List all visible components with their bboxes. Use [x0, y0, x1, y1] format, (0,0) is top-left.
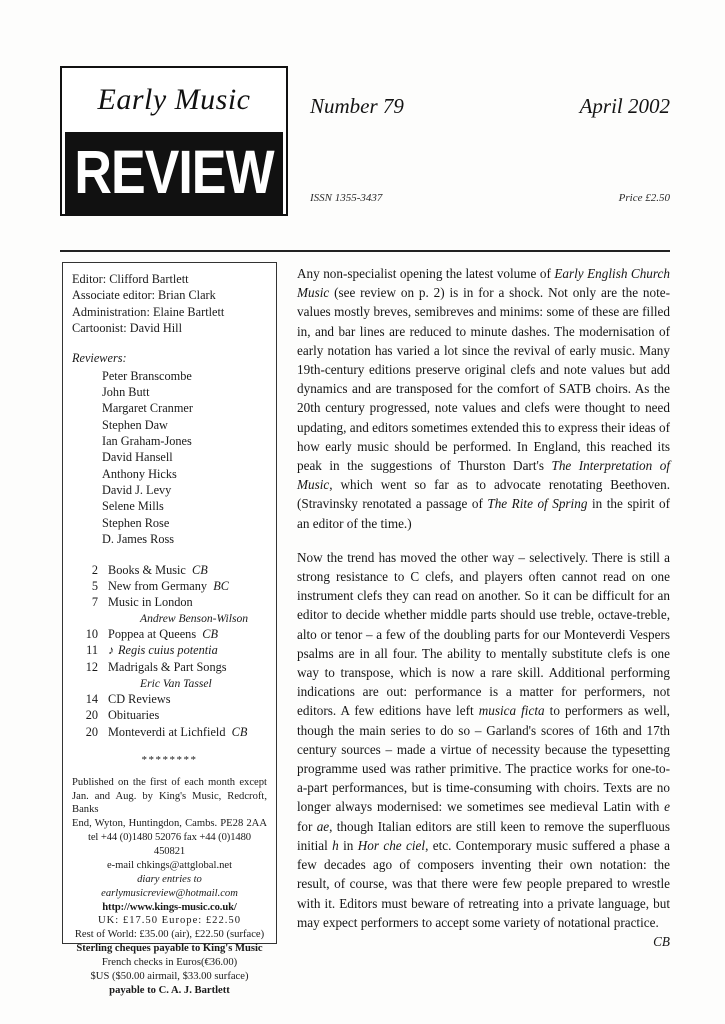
contents-title: Poppea at Queens CB: [108, 626, 218, 641]
para2-italic-letter-e: e: [664, 799, 670, 815]
para2-text-e: in: [338, 837, 358, 853]
telephone-fax: tel +44 (0)1480 52076 fax +44 (0)1480 450821: [87, 832, 251, 858]
contents-page-number: 2: [91, 562, 98, 577]
para2-text-f: , etc. Contemporary music suffered a phase a few decades ago of composers inventing their own notation: the result, of course, was that there were few people prepared to wrestle with it. Editors must beware of retreating into a private language, but may expect performers to accept some variety of notational practice.: [297, 837, 670, 930]
para1-text-c: , which went so far as to advocate renotating Beethoven. (Stravinsky renotated a passage of: [297, 477, 670, 512]
contents-author: Andrew Benson-Wilson: [140, 611, 249, 625]
reviewer-item: David Hansell: [102, 450, 173, 465]
logo-title-text: Early Music: [97, 83, 251, 116]
rate-uk-europe: UK: £17.50 Europe: £22.50: [98, 915, 241, 927]
para1-text-b: (see review on p. 2) is in for a shock. Not only are the note-values mostly breves, semibreves and minims: some of these are filled in, and bar lines are reduced to minute dashes. The modernisation of early notation has varied a lot since the revival of early music. Many 19th-century editions preserve original clefs and note values but add dynamics and are transposed for the comfort of SATB choirs. As the 20th century progressed, note values and clefs were thought to need updating, and editors sometimes extended this to express their ideas of how early music should be performed. In England, this reached its peak in the suggestions of Thurston Dart's: [297, 285, 670, 474]
masthead: [60, 66, 670, 221]
para2-italic-term-1: musica ficta: [478, 703, 545, 719]
editorial-article: [297, 264, 670, 951]
para1-italic-title-2: The Interpretation of Music: [297, 458, 670, 493]
contents-page-number: 7: [91, 595, 98, 610]
contents-title: Monteverdi at Lichfield CB: [108, 724, 248, 739]
para2-italic-letter-h: h: [332, 837, 339, 853]
contents-entry[interactable]: [72, 578, 267, 594]
reviewer-item: Ian Graham-Jones: [102, 434, 192, 449]
para1-text-d: in the spirit of an editor of the time.): [297, 496, 671, 531]
contents-title: Books & Music CB: [108, 562, 208, 577]
publisher-line-1: Published on the first of each month except: [72, 776, 267, 788]
email-address[interactable]: e-mail chkings@attglobal.net: [106, 859, 233, 871]
publisher-line-2: Jan. and Aug. by King's Music, Redcroft, Banks: [72, 790, 267, 816]
usd-rates-note: $US ($50.00 airmail, $33.00 surface): [90, 970, 249, 982]
contents-initials: CB: [202, 626, 218, 641]
issn-line: [310, 192, 670, 204]
reviewers-list: [72, 368, 267, 548]
contents-entry[interactable]: [72, 691, 267, 707]
price-value: Price £2.50: [618, 192, 670, 204]
author-signature: CB: [653, 933, 670, 949]
reviewer-item: John Butt: [102, 385, 150, 400]
contents-title: Music in London: [108, 595, 193, 610]
publication-info: [72, 776, 267, 998]
contents-title: Obituaries: [108, 708, 160, 723]
staff-administration: Administration: Elaine Bartlett: [72, 304, 225, 319]
contents-page-number: 10: [85, 626, 98, 641]
contents-initials: CB: [192, 562, 208, 577]
contents-page-number: 14: [85, 691, 98, 706]
para1-italic-title-1: Early English Church Music: [297, 266, 670, 301]
publisher-line-3: End, Wyton, Huntingdon, Cambs. PE28 2AA: [72, 818, 267, 830]
para2-italic-letter-ae: ae: [316, 818, 330, 834]
contents-entry[interactable]: [72, 642, 267, 659]
reviewer-item: Margaret Cranmer: [102, 401, 193, 416]
para1-italic-title-3: The Rite of Spring: [487, 496, 588, 512]
logo-review-text: REVIEW: [74, 138, 274, 208]
staff-cartoonist: Cartoonist: David Hill: [72, 321, 182, 336]
contents-page-number: 20: [85, 724, 98, 739]
contents-initials: BC: [213, 578, 229, 593]
contents-title-text: Regis cuius potentia: [118, 643, 218, 658]
reviewer-item: Stephen Rose: [102, 515, 170, 530]
issue-number: Number 79: [310, 94, 404, 118]
reviewer-item: Peter Branscombe: [102, 368, 192, 383]
contents-page-number: 5: [91, 578, 98, 593]
contents-entry[interactable]: [72, 626, 267, 642]
staff-editor: Editor: Clifford Bartlett: [72, 272, 189, 286]
reviewer-item: David J. Levy: [102, 483, 172, 498]
journal-logo: [60, 66, 288, 216]
reviewer-item: D. James Ross: [102, 532, 175, 547]
contents-entry[interactable]: [72, 707, 267, 723]
article-paragraph-1: [297, 264, 670, 533]
article-paragraph-2: [297, 548, 670, 949]
para2-text-b: to performers as well, though the main series to do so – Garland's scores of 16th and 17th century sources – made a virtue of necessity because the typesetting programme used was rather primitive. The practice works for one-to-a-part performances, but is time-consuming with choirs. Texts are no longer always modernised: we sometimes see medieval Latin with: [297, 703, 670, 815]
musical-note-icon: ♪: [108, 643, 114, 658]
table-of-contents: [72, 562, 267, 741]
contents-title: New from Germany BC: [108, 578, 229, 593]
issue-line: [310, 94, 670, 119]
contents-author: Eric Van Tassel: [140, 676, 212, 690]
sidebar-info-box: [62, 262, 277, 996]
para2-text-a: Now the trend has moved the other way – selectively. There is still a strong resistance to C clefs, and players often cannot read on one instrument clefs they can read on another. So it can be difficult for an editor to decide whether middle parts should use treble, octave-treble, alto or tenor – a few of the doubling parts for our Monteverdi Vespers psalms are in all four. The ability to mentally substitute clefs is one way to transpose, which is now a rare skill. Additional performing indications are out: performance is a matter for performers, not editors. A few editions have left: [297, 549, 670, 719]
reviewer-item: Anthony Hicks: [102, 466, 177, 481]
contents-page-number: 20: [85, 708, 98, 723]
para2-text-d: , though Italian editors are still keen to remove the superfluous initial: [297, 818, 670, 853]
para2-italic-title-hor-che-ciel: Hor che ciel: [357, 837, 426, 853]
french-checks-note: French checks in Euros(€36.00): [101, 957, 238, 969]
header-rule: [60, 250, 670, 252]
contents-page-number: 11: [86, 643, 98, 658]
issn-value: ISSN 1355-3437: [310, 192, 383, 204]
rate-rest-of-world: Rest of World: £35.00 (air), £22.50 (surface): [74, 929, 265, 941]
sterling-cheques-note: Sterling cheques payable to King's Music: [76, 943, 263, 955]
contents-initials: CB: [231, 724, 248, 739]
contents-title: Madrigals & Part Songs: [108, 660, 227, 675]
para2-text-c: for: [297, 818, 317, 834]
contents-page-number: 12: [85, 660, 98, 675]
diary-email-address[interactable]: diary entries to earlymusicreview@hotmail.com: [101, 873, 238, 899]
contents-title: [108, 642, 218, 659]
logo-title-review: [65, 132, 283, 214]
para1-text-a: Any non-specialist opening the latest volume of: [297, 266, 555, 281]
payable-to-note: payable to C. A. J. Bartlett: [109, 984, 230, 996]
reviewer-item: Stephen Daw: [102, 417, 168, 432]
contents-title: CD Reviews: [108, 691, 171, 706]
reviewers-heading: Reviewers:: [72, 351, 127, 366]
contents-entry[interactable]: [72, 562, 267, 578]
website-url[interactable]: http://www.kings-music.co.uk/: [102, 901, 237, 913]
contents-entry[interactable]: [72, 594, 267, 610]
logo-title-early-music: [62, 68, 286, 132]
staff-associate-editor: Associate editor: Brian Clark: [72, 288, 216, 303]
issue-date: April 2002: [579, 94, 670, 118]
section-divider: ********: [141, 754, 198, 767]
contents-entry[interactable]: [72, 724, 267, 740]
staff-list: [72, 271, 267, 336]
contents-entry[interactable]: [72, 659, 267, 675]
reviewer-item: Selene Mills: [102, 499, 164, 514]
